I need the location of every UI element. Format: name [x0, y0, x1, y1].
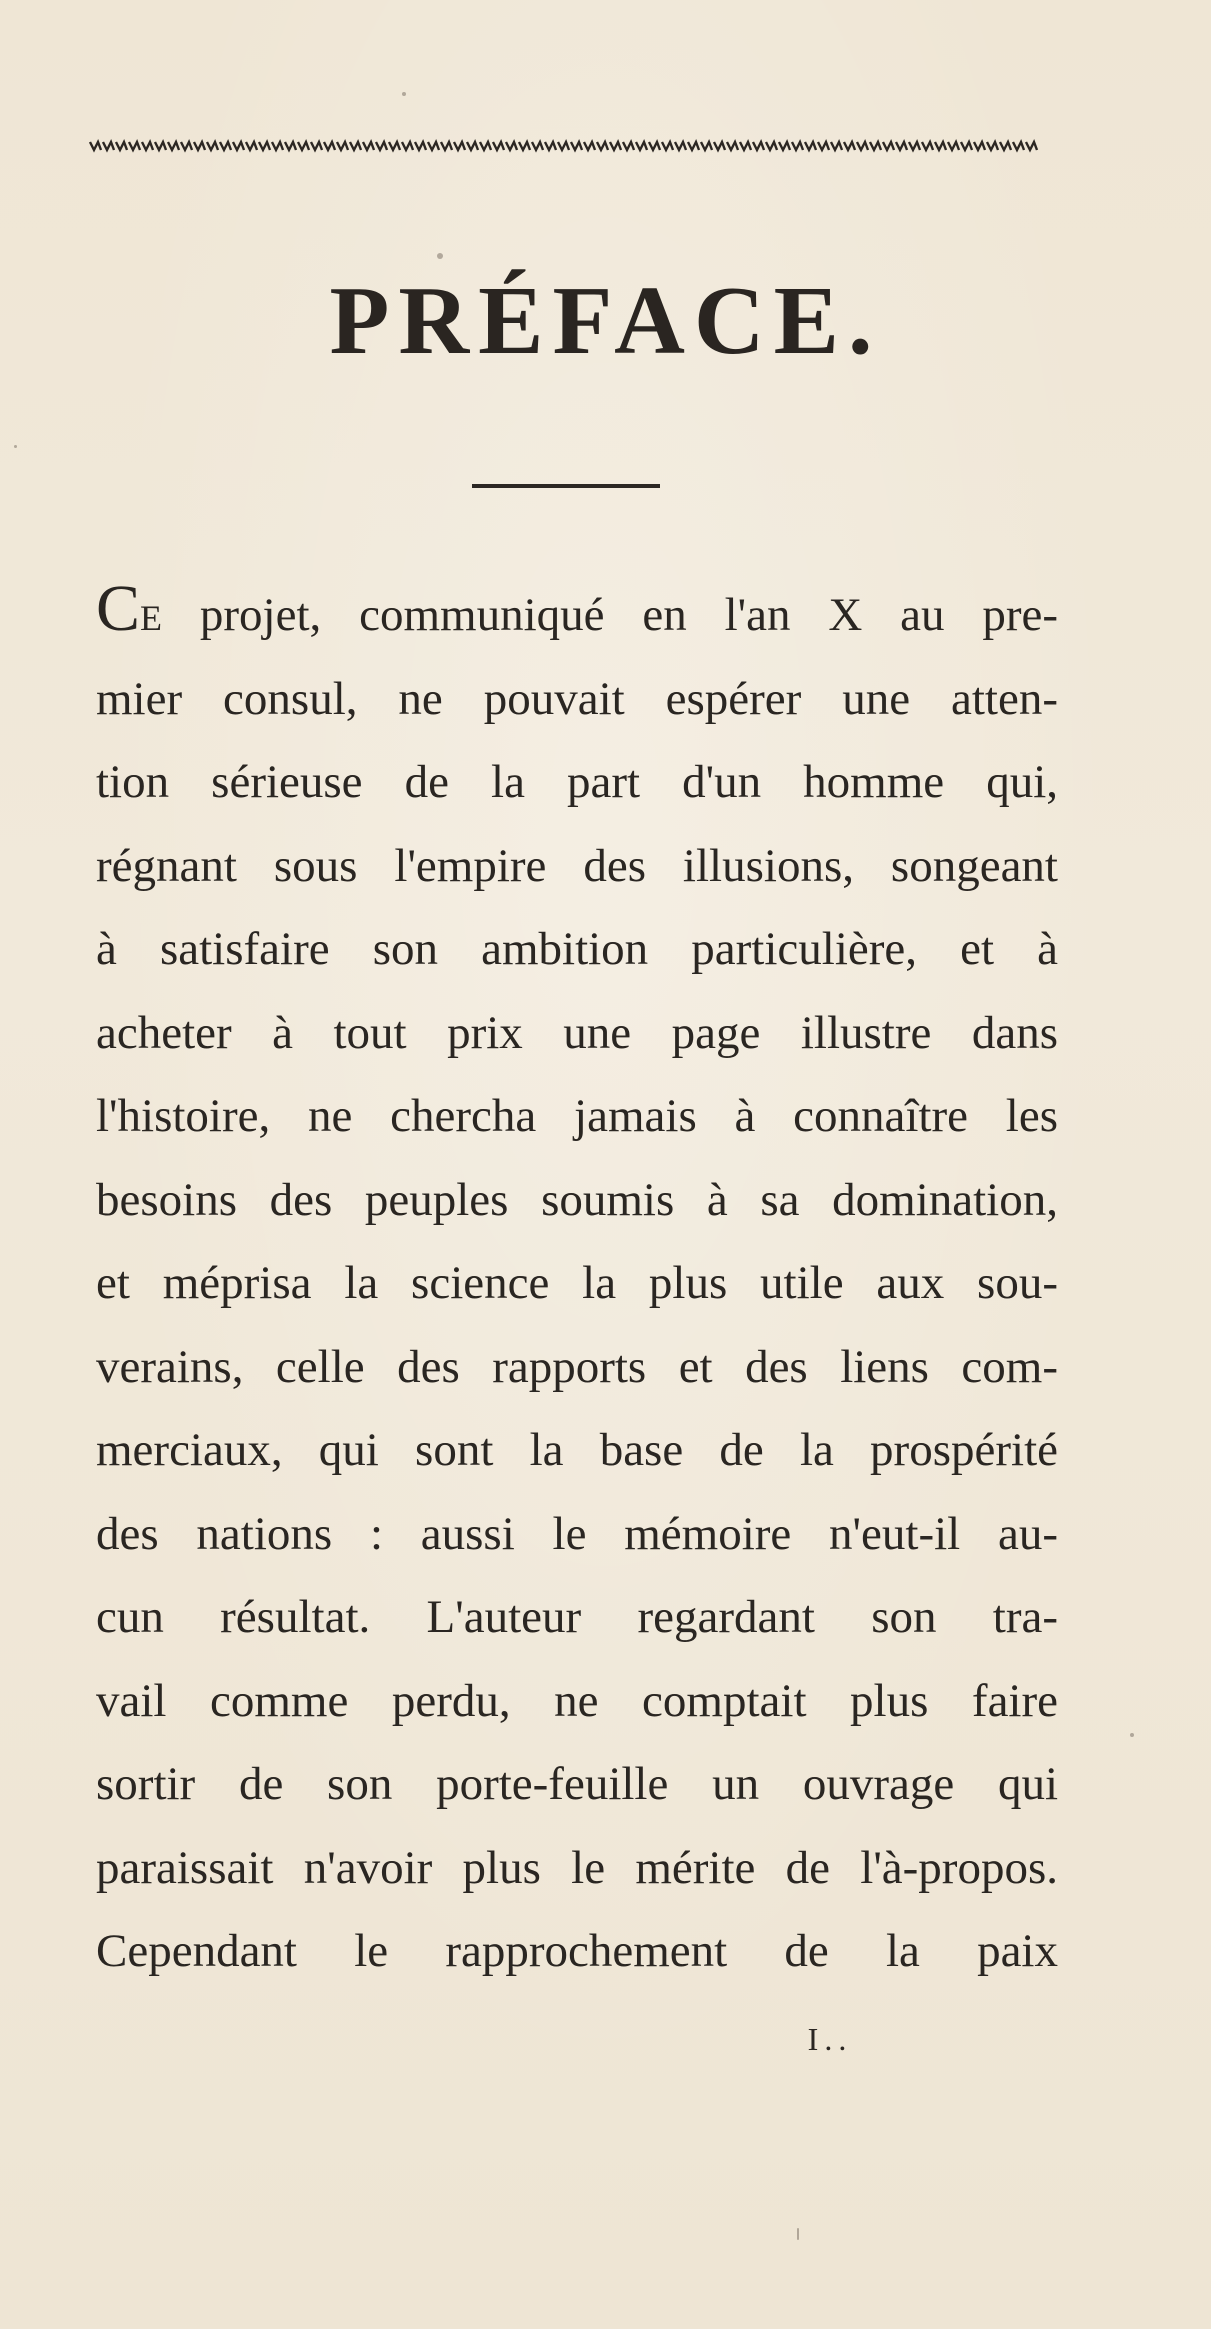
ornament-mark	[337, 142, 348, 150]
ornament-mark	[168, 142, 179, 150]
page-title: PRÉFACE.	[329, 267, 882, 375]
ornament-mark	[649, 142, 660, 150]
paragraph-line: acheter à tout prix une page illustre dans	[96, 1006, 1058, 1059]
ornament-mark	[129, 142, 140, 150]
ornament-mark	[142, 142, 153, 150]
ornament-mark	[298, 142, 309, 150]
title-underline-rule	[472, 484, 660, 488]
ornamental-rule	[88, 139, 1043, 153]
paper-speck	[14, 445, 17, 448]
paragraph-line: mier consul, ne pouvait espérer une atten-	[96, 672, 1058, 725]
ornament-mark	[324, 142, 335, 150]
ornament-mark	[103, 142, 114, 150]
ornament-mark	[909, 142, 920, 150]
signature-mark: I..	[807, 2021, 853, 2057]
ornament-mark	[571, 142, 582, 150]
ornament-mark	[636, 142, 647, 150]
ornament-mark	[961, 142, 972, 150]
paragraph-line: à satisfaire son ambition particulière, et à	[96, 923, 1058, 975]
preface-paragraph	[96, 574, 1058, 1994]
ornament-mark	[532, 142, 543, 150]
ornament-mark	[415, 142, 426, 150]
ornament-mark	[805, 142, 816, 150]
ornament-mark	[389, 142, 400, 150]
ornament-mark	[727, 142, 738, 150]
ornament-mark	[285, 142, 296, 150]
ornament-mark	[1026, 142, 1037, 150]
ornament-mark	[623, 142, 634, 150]
ornament-mark	[766, 142, 777, 150]
paper-speck	[1130, 1733, 1134, 1737]
ornament-mark	[259, 142, 270, 150]
ornament-mark	[779, 142, 790, 150]
ornament-mark	[467, 142, 478, 150]
ornament-mark	[701, 142, 712, 150]
ornament-mark	[1013, 142, 1024, 150]
ornament-mark	[792, 142, 803, 150]
paper-speck	[402, 92, 406, 96]
paragraph-line: paraissait n'avoir plus le mérite de l'à-propos.	[96, 1841, 1058, 1894]
ornament-mark	[987, 142, 998, 150]
ornament-mark	[376, 142, 387, 150]
ornament-mark	[402, 142, 413, 150]
ornament-mark	[155, 142, 166, 150]
ornament-mark	[883, 142, 894, 150]
paragraph-line: vail comme perdu, ne comptait plus faire	[96, 1674, 1058, 1727]
paragraph-line: l'histoire, ne chercha jamais à connaître les	[96, 1090, 1058, 1142]
ornament-mark	[90, 142, 101, 150]
paragraph-line-1	[96, 574, 1058, 658]
ornament-mark	[857, 142, 868, 150]
ornament-mark	[246, 142, 257, 150]
paragraph-line: cun résultat. L'auteur regardant son tra-	[96, 1591, 1058, 1643]
paragraph-line: merciaux, qui sont la base de la prospérité	[96, 1424, 1058, 1476]
ornament-mark	[519, 142, 530, 150]
ornament-mark	[610, 142, 621, 150]
ornament-mark	[818, 142, 829, 150]
ornament-mark	[870, 142, 881, 150]
ornament-mark	[688, 142, 699, 150]
paragraph-line: sortir de son porte-feuille un ouvrage qui	[96, 1758, 1058, 1810]
ornament-mark	[922, 142, 933, 150]
paragraph-line: Cependant le rapprochement de la paix	[96, 1925, 1058, 1977]
ornament-mark	[116, 142, 127, 150]
ornament-mark	[311, 142, 322, 150]
paragraph-line: et méprisa la science la plus utile aux sou-	[96, 1257, 1058, 1309]
ornament-mark	[441, 142, 452, 150]
ornament-mark	[350, 142, 361, 150]
ornament-mark	[740, 142, 751, 150]
small-cap: E	[140, 598, 163, 638]
ornament-mark	[207, 142, 218, 150]
ornament-mark	[363, 142, 374, 150]
paragraph-line: régnant sous l'empire des illusions, songeant	[96, 839, 1058, 892]
first-line-text: projet, communiqué en l'an X au pre-	[162, 589, 1058, 641]
ornament-mark	[428, 142, 439, 150]
ornament-mark	[233, 142, 244, 150]
paragraph-line: tion sérieuse de la part d'un homme qui,	[96, 756, 1058, 808]
paper-speck	[437, 253, 443, 259]
ornament-mark	[948, 142, 959, 150]
ornament-mark	[831, 142, 842, 150]
ornament-mark	[584, 142, 595, 150]
ornament-mark	[194, 142, 205, 150]
ornament-mark	[974, 142, 985, 150]
ornament-mark	[493, 142, 504, 150]
ornament-mark	[935, 142, 946, 150]
paragraph-line: verains, celle des rapports et des liens com-	[96, 1340, 1058, 1393]
drop-cap: C	[96, 572, 141, 645]
paragraph-line: des nations : aussi le mémoire n'eut-il au-	[96, 1507, 1058, 1560]
ornament-mark	[896, 142, 907, 150]
ornament-mark	[181, 142, 192, 150]
paper-speck	[797, 2228, 799, 2240]
ornament-mark	[844, 142, 855, 150]
ornament-mark	[753, 142, 764, 150]
ornament-mark	[220, 142, 231, 150]
ornament-mark	[714, 142, 725, 150]
ornament-mark	[454, 142, 465, 150]
ornament-mark	[597, 142, 608, 150]
ornament-mark	[480, 142, 491, 150]
ornament-mark	[1000, 142, 1011, 150]
ornament-mark	[506, 142, 517, 150]
ornament-mark	[558, 142, 569, 150]
ornament-mark	[675, 142, 686, 150]
ornament-mark	[272, 142, 283, 150]
ornament-mark	[545, 142, 556, 150]
ornament-mark	[662, 142, 673, 150]
paragraph-line: besoins des peuples soumis à sa domination,	[96, 1173, 1058, 1226]
